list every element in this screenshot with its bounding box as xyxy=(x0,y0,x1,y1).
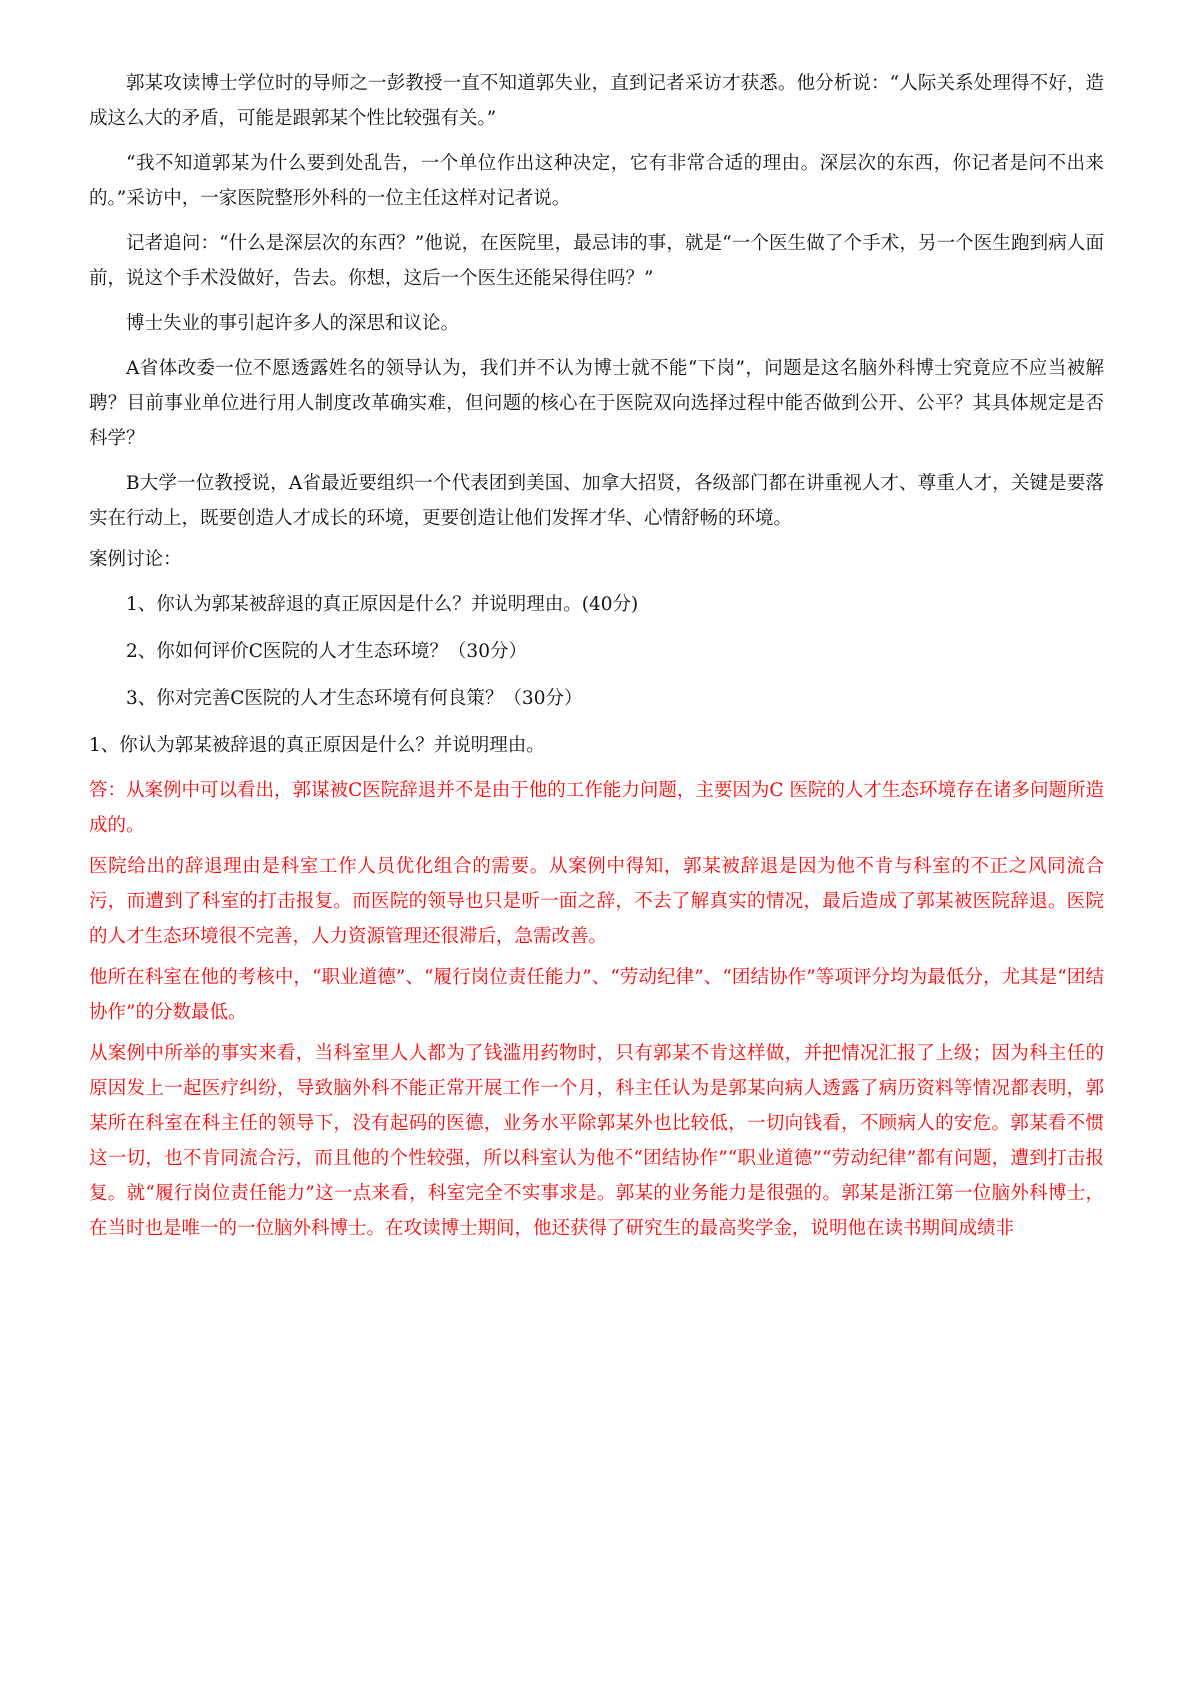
body-paragraph: B大学一位教授说，A省最近要组织一个代表团到美国、加拿大招贤，各级部门都在讲重视人才、尊重人才，关键是要落实在行动上，既要创造人才成长的环境，更要创造让他们发挥才华、心情舒畅的环境。 xyxy=(89,473,1104,529)
answer-paragraph: 答：从案例中可以看出，郭谋被C医院辞退并不是由于他的工作能力问题，主要因为C 医院的人才生态环境存在诸多问题所造成的。 xyxy=(89,780,1104,836)
question-item: 3、你对完善C医院的人才生态环境有何良策？（30分） xyxy=(126,688,583,709)
body-paragraph: 博士失业的事引起许多人的深思和议论。 xyxy=(126,313,460,334)
question-item: 1、你认为郭某被辞退的真正原因是什么？并说明理由。(40分) xyxy=(126,594,639,615)
answer-paragraph: 他所在科室在他的考核中，“职业道德”、“履行岗位责任能力”、“劳动纪律”、“团结协作”等项评分均为最低分，尤其是“团结协作”的分数最低。 xyxy=(89,967,1104,1023)
answer-paragraph: 从案例中所举的事实来看，当科室里人人都为了钱滥用药物时，只有郭某不肯这样做，并把情况汇报了上级；因为科主任的原因发上一起医疗纠纷，导致脑外科不能正常开展工作一个月，科主任认为是郭某向病人透露了病历资料等情况都表明，郭某所在科室在科主任的领导下，没有起码的医德，业务水平除郭某外也比较低，一切向钱看，不顾病人的安危。郭某看不惯这一切，也不肯同流合污，而且他的个性较强，所以科室认为他不“团结协作”“职业道德”“劳动纪律”都有问题，遭到打击报复。就“履行岗位责任能力”这一点来看，科室完全不实事求是。郭某的业务能力是很强的。郭某是浙江第一位脑外科博士，在当时也是唯一的一位脑外科博士。在攻读博士期间，他还获得了研究生的最高奖学金，说明他在读书期间成绩非 xyxy=(89,1043,1104,1239)
discussion-label: 案例讨论： xyxy=(89,549,182,570)
question-item: 2、你如何评价C医院的人才生态环境？（30分） xyxy=(126,641,527,662)
answer-paragraph: 医院给出的辞退理由是科室工作人员优化组合的需要。从案例中得知，郭某被辞退是因为他不肯与科室的不正之风同流合污，而遭到了科室的打击报复。而医院的领导也只是听一面之辞，不去了解真实的情况，最后造成了郭某被医院辞退。医院的人才生态环境很不完善，人力资源管理还很滞后，急需改善。 xyxy=(89,856,1104,947)
body-paragraph: 记者追问：“什么是深层次的东西？”他说，在医院里，最忌讳的事，就是“一个医生做了个手术，另一个医生跑到病人面前，说这个手术没做好，告去。你想，这后一个医生还能呆得住吗？” xyxy=(89,233,1104,289)
body-paragraph: A省体改委一位不愿透露姓名的领导认为，我们并不认为博士就不能“下岗”，问题是这名脑外科博士究竟应不应当被解聘？目前事业单位进行用人制度改革确实难，但问题的核心在于医院双向选择过程中能否做到公开、公平？其具体规定是否科学？ xyxy=(89,358,1104,449)
body-paragraph: “我不知道郭某为什么要到处乱告，一个单位作出这种决定，它有非常合适的理由。深层次的东西，你记者是问不出来的。”采访中，一家医院整形外科的一位主任这样对记者说。 xyxy=(89,153,1104,209)
answer-heading: 1、你认为郭某被辞退的真正原因是什么？并说明理由。 xyxy=(89,735,545,756)
document-page xyxy=(89,66,1104,1246)
body-paragraph: 郭某攻读博士学位时的导师之一彭教授一直不知道郭失业，直到记者采访才获悉。他分析说：“人际关系处理得不好，造成这么大的矛盾，可能是跟郭某个性比较强有关。” xyxy=(89,73,1104,129)
